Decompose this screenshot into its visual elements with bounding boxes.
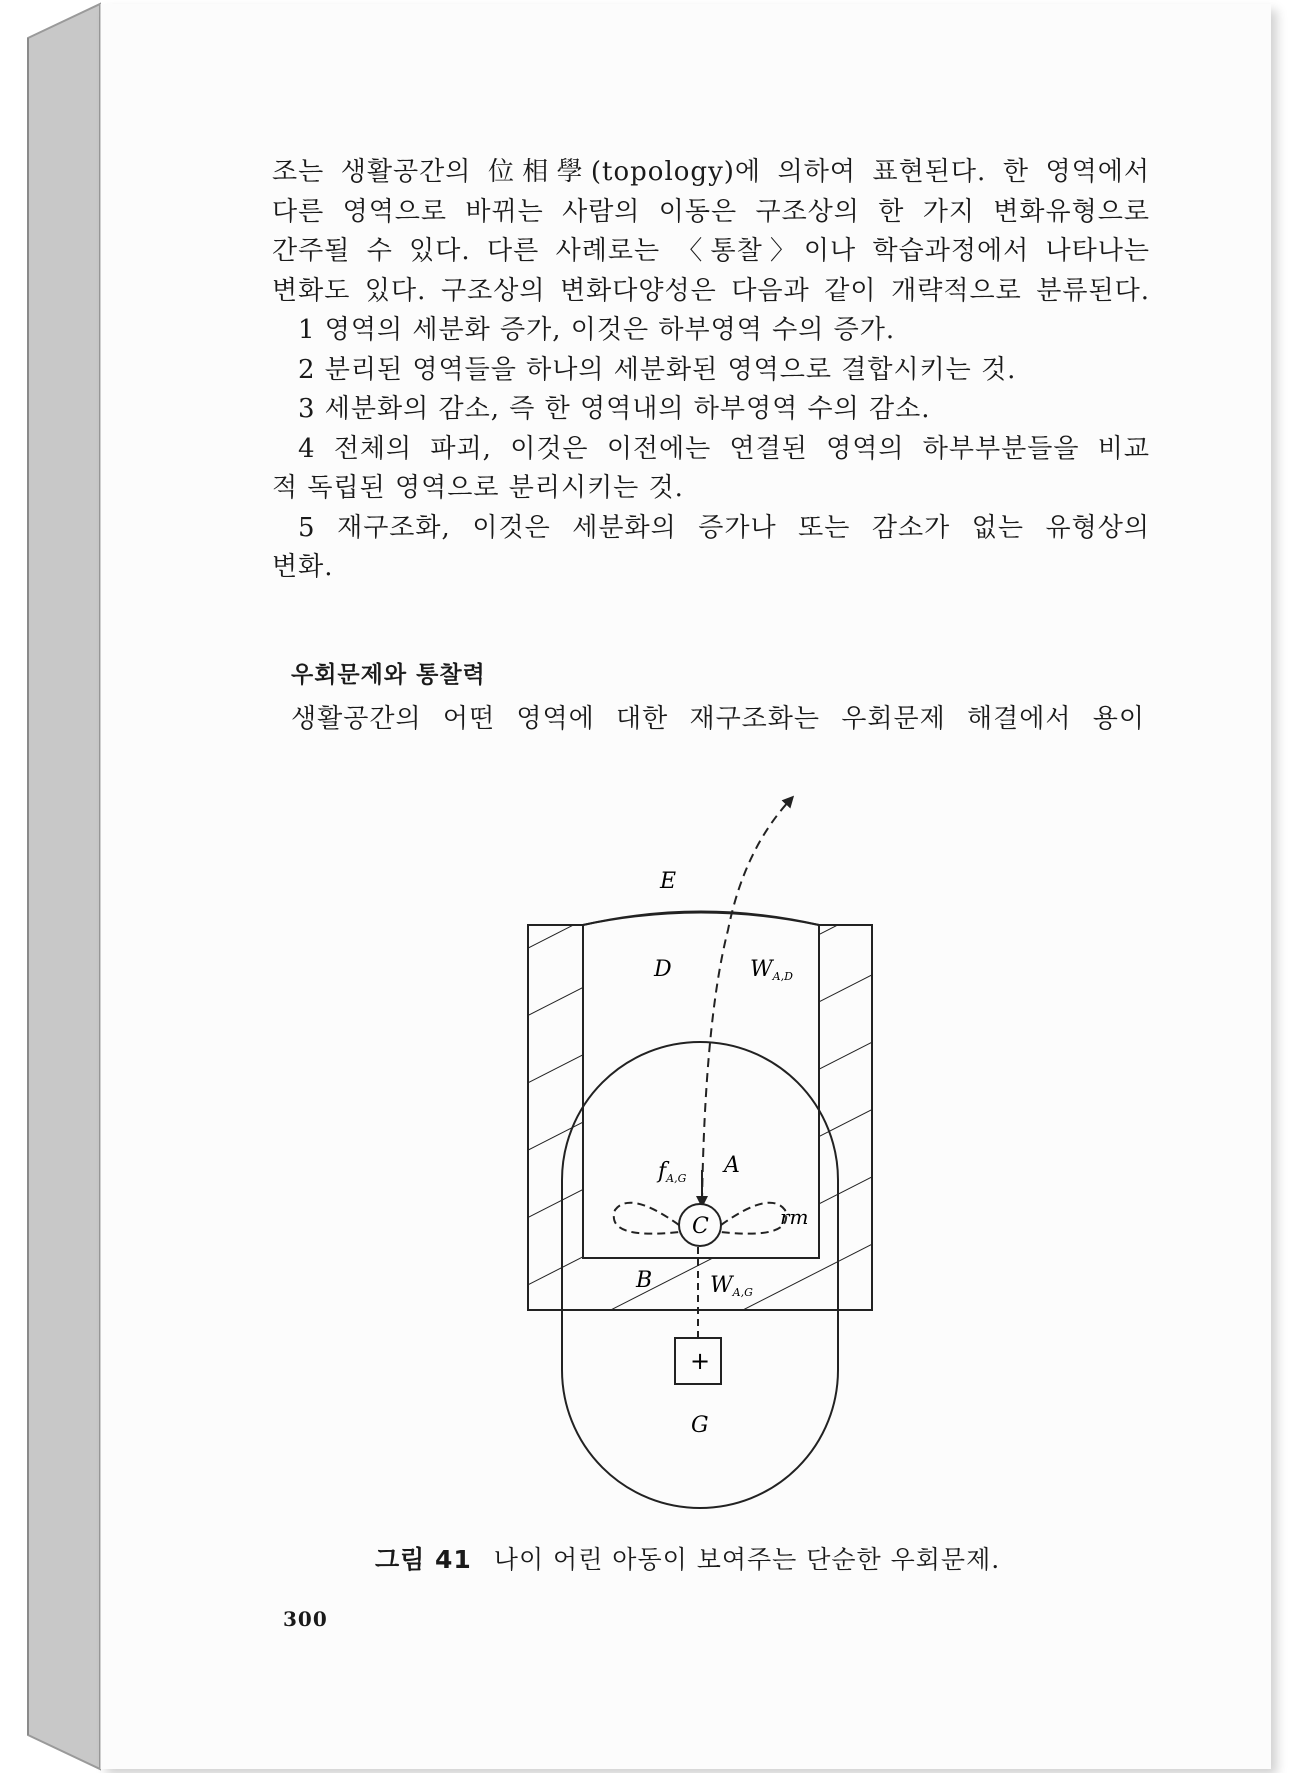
section-heading: 우회문제와 통찰력	[291, 662, 486, 688]
body-line: 다른 영역으로 바뀌는 사람의 이동은 구조상의 한 가지 변화유형으로	[272, 196, 1150, 227]
caption-text: 나이 어린 아동이 보여주는 단순한 우회문제.	[493, 1545, 1001, 1574]
label-g: G	[691, 1413, 709, 1438]
list-item: 3 세분화의 감소, 즉 한 영역내의 하부영역 수의 감소.	[298, 394, 931, 424]
list-item-continuation: 적 독립된 영역으로 분리시키는 것.	[272, 473, 684, 503]
figure-caption	[375, 1540, 1075, 1576]
label-w-ag-sub: A,G	[732, 1286, 753, 1299]
page-number: 300	[283, 1607, 328, 1631]
list-item: 5 재구조화, 이것은 세분화의 증가나 또는 감소가 없는 유형상의	[298, 512, 1150, 543]
label-w-ag-main: W	[710, 1273, 733, 1298]
body-text	[272, 153, 1150, 588]
label-c: C	[692, 1214, 709, 1239]
label-a: A	[724, 1153, 740, 1178]
label-d: D	[654, 957, 672, 982]
label-plus: +	[690, 1347, 711, 1375]
label-e: E	[660, 869, 677, 894]
section-paragraph: 생활공간의 어떤 영역에 대한 재구조화는 우회문제 해결에서 용이	[291, 704, 1145, 734]
list-item: 4 전체의 파괴, 이것은 이전에는 연결된 영역의 하부부분들을 비교	[298, 433, 1150, 464]
label-w-ad-main: W	[750, 957, 773, 982]
label-w-ad-sub: A,D	[772, 970, 793, 983]
figure-number: 그림 41	[375, 1545, 472, 1574]
label-f-ag-sub: A,G	[666, 1172, 687, 1185]
label-rm: rm	[780, 1205, 809, 1229]
detour-diagram	[480, 770, 900, 1540]
list-item-continuation: 변화.	[272, 552, 334, 582]
body-line: 변화도 있다. 구조상의 변화다양성은 다음과 같이 개략적으로 분류된다.	[272, 275, 1150, 306]
body-line: 간주될 수 있다. 다른 사례로는 〈통찰〉이나 학습과정에서 나타나는	[272, 236, 1150, 266]
body-line: 조는 생활공간의 位相學(topology)에 의하여 표현된다. 한 영역에서	[272, 157, 1150, 187]
label-f-ag-main: f	[658, 1159, 667, 1184]
list-item: 1 영역의 세분화 증가, 이것은 하부영역 수의 증가.	[298, 315, 896, 345]
label-b: B	[636, 1268, 653, 1293]
list-item: 2 분리된 영역들을 하나의 세분화된 영역으로 결합시키는 것.	[298, 354, 1017, 385]
